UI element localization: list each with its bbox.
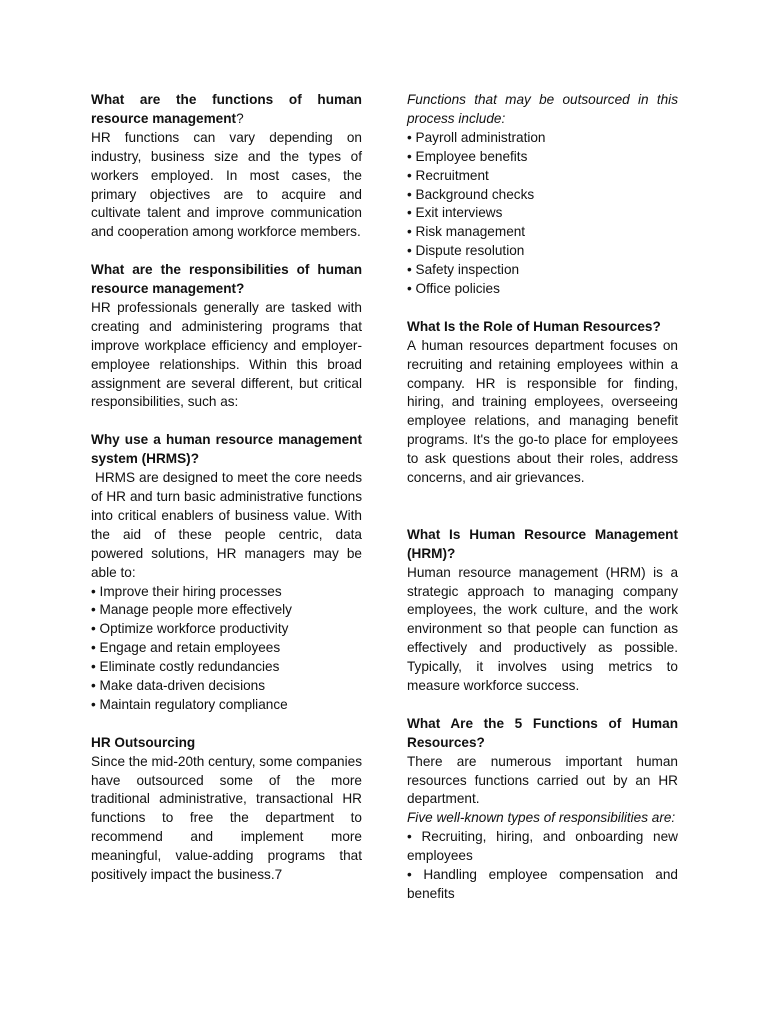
functions-heading-tail: ? <box>236 110 244 126</box>
five-functions-body: There are numerous important human resources functions carried out by an HR department. <box>407 753 678 807</box>
list-item: • Maintain regulatory compliance <box>91 696 288 712</box>
hrms-body: HRMS are designed to meet the core needs of HR and turn basic administrative functions into critical enablers of business value. With the aid of these people centric, data powered solutions, HR managers may be able to: <box>91 470 362 580</box>
functions-heading-text: What are the functions of human resource management <box>91 92 362 126</box>
five-functions-list <box>407 828 678 904</box>
five-functions-heading: What Are the 5 Functions of Human Resources? <box>407 715 678 750</box>
list-item: • Manage people more effectively <box>91 602 292 618</box>
responsibilities-body: HR professionals generally are tasked with creating and administering programs that improve workplace efficiency and employer-employee relationships. Within this broad assignment are several different, but critical responsibilities, such as: <box>91 299 362 410</box>
list-item: • Dispute resolution <box>407 243 525 259</box>
list-item: • Engage and retain employees <box>91 640 281 656</box>
responsibilities-heading: What are the responsibilities of human resource management? <box>91 262 362 297</box>
five-functions-intro: Five well-known types of responsibilities are: <box>407 810 676 826</box>
list-item: • Risk management <box>407 224 526 240</box>
list-item: • Eliminate costly redundancies <box>91 659 280 675</box>
list-item: • Make data-driven decisions <box>91 678 266 694</box>
list-item: • Employee benefits <box>407 148 528 164</box>
hrms-heading: Why use a human resource management system (HRMS)? <box>91 432 362 467</box>
role-body: A human resources department focuses on recruiting and retaining employees within a company. HR is responsible for finding, hiring, and training employees, overseeing employee relations, and managing benefit programs. It's the go-to place for employees to ask questions about their roles, address concerns, and air grievances. <box>407 337 678 486</box>
list-item: • Recruitment <box>407 167 489 183</box>
right-column <box>407 91 678 904</box>
list-item: • Exit interviews <box>407 205 503 221</box>
list-item: • Payroll administration <box>407 129 546 145</box>
list-item: • Background checks <box>407 186 535 202</box>
functions-heading <box>91 91 362 129</box>
left-column <box>91 91 362 885</box>
functions-body: HR functions can vary depending on industry, business size and the types of workers employed. In most cases, the primary objectives are to acquire and cultivate talent and improve communication and cooperation among workforce members. <box>91 129 362 240</box>
hrms-list <box>91 583 362 715</box>
outsourced-functions-intro: Functions that may be outsourced in this process include: <box>407 92 678 126</box>
outsourcing-body: Since the mid-20th century, some companies have outsourced some of the more traditional administrative, transactional HR functions to free the department to recommend and implement more meaningful, value-adding programs that positively impact the business.7 <box>91 753 362 883</box>
outsourcing-heading: HR Outsourcing <box>91 734 196 750</box>
outsourced-functions-list <box>407 129 678 299</box>
list-item: • Improve their hiring processes <box>91 583 282 599</box>
hrm-body: Human resource management (HRM) is a strategic approach to managing company employees, the work culture, and the work environment so that people can function as effectively and productively as possible. Typically, it involves using metrics to measure workforce success. <box>407 564 678 694</box>
list-item: • Optimize workforce productivity <box>91 621 289 637</box>
role-heading: What Is the Role of Human Resources? <box>407 318 661 334</box>
list-item: • Safety inspection <box>407 262 520 278</box>
list-item: • Recruiting, hiring, and onboarding new employees <box>407 829 678 864</box>
list-item: • Office policies <box>407 281 500 297</box>
hrm-heading: What Is Human Resource Management (HRM)? <box>407 526 678 561</box>
list-item: • Handling employee compensation and benefits <box>407 867 678 902</box>
